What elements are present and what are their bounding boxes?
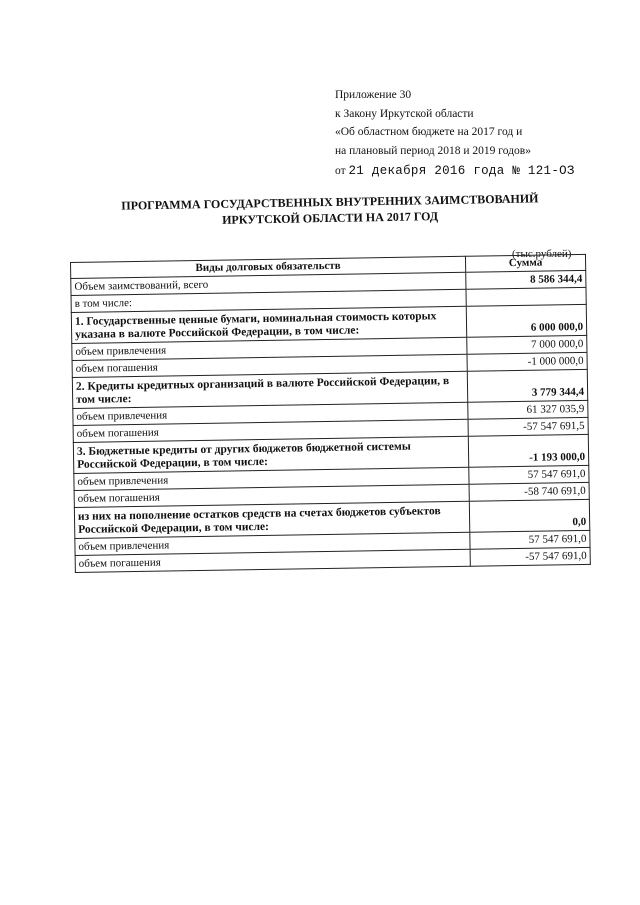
table-body xyxy=(71,270,591,572)
amount-value: -57 547 691,5 xyxy=(468,417,588,436)
amount-value: -1 000 000,0 xyxy=(467,352,587,371)
borrowing-table-wrapper xyxy=(70,254,590,573)
amount-value: 7 000 000,0 xyxy=(467,335,587,354)
debt-obligation-type: объем привлечения xyxy=(74,467,469,490)
amount-value: 3 779 344,4 xyxy=(467,369,587,402)
appendix-header xyxy=(335,86,635,181)
debt-obligation-type: 2. Кредиты кредитных организаций в валюте Российской Федерации, в том числе: xyxy=(72,371,467,408)
appendix-line: Приложение 30 xyxy=(335,89,412,101)
amount-value: 6 000 000,0 xyxy=(466,304,586,337)
debt-obligation-type: объем погашения xyxy=(74,484,469,507)
amount-value: 57 547 691,0 xyxy=(470,530,590,549)
debt-obligation-type: объем привлечения xyxy=(73,402,468,425)
column-header-amount: Сумма xyxy=(465,254,585,272)
amount-value: 61 327 035,9 xyxy=(468,400,588,419)
amount-value: -58 740 691,0 xyxy=(469,482,589,501)
debt-obligation-type: объем привлечения xyxy=(72,337,467,360)
units-label: (тыс.рублей) xyxy=(512,248,572,260)
appendix-line: на плановый период 2018 и 2019 годов» xyxy=(335,144,531,157)
debt-obligation-type: в том числе: xyxy=(71,289,466,312)
appendix-line: к Закону Иркутской области xyxy=(335,107,474,120)
debt-obligation-type: объем погашения xyxy=(73,419,468,442)
amount-value: -1 193 000,0 xyxy=(468,434,588,467)
debt-obligation-type: объем погашения xyxy=(75,549,470,572)
amount-value: 0,0 xyxy=(469,499,589,532)
appendix-line: «Об областном бюджете на 2017 год и xyxy=(335,126,523,138)
amount-value: 57 547 691,0 xyxy=(469,465,589,484)
date-prefix: от xyxy=(335,165,346,177)
debt-obligation-type: Объем заимствований, всего xyxy=(71,272,466,295)
debt-obligation-type: объем погашения xyxy=(72,354,467,377)
title-line-2: ИРКУТСКОЙ ОБЛАСТИ НА 2017 ГОД xyxy=(222,209,439,227)
debt-obligation-type: объем привлечения xyxy=(75,532,470,555)
amount-value: -57 547 691,0 xyxy=(470,547,590,566)
debt-obligation-type: 1. Государственные ценные бумаги, номинальная стоимость которых указана в валюте Российской Федерации, в том числе: xyxy=(71,306,466,343)
title-line-1: ПРОГРАММА ГОСУДАРСТВЕННЫХ ВНУТРЕННИХ ЗАИМСТВОВАНИЙ xyxy=(121,191,539,213)
column-header-type: Виды долговых обязательств xyxy=(71,256,466,278)
debt-obligation-type: из них на пополнение остатков средств на счетах бюджетов субъектов Российской Федерации, в том числе: xyxy=(74,501,469,538)
document-title xyxy=(90,190,570,230)
amount-value xyxy=(466,287,586,306)
debt-obligation-type: 3. Бюджетные кредиты от других бюджетов бюджетной системы Российской Федерации, в том числе: xyxy=(73,436,468,473)
law-date-line xyxy=(335,162,635,181)
law-date-value: 21 декабря 2016 года № 121-ОЗ xyxy=(348,164,575,178)
borrowing-table xyxy=(70,254,591,573)
amount-value: 8 586 344,4 xyxy=(466,270,586,289)
